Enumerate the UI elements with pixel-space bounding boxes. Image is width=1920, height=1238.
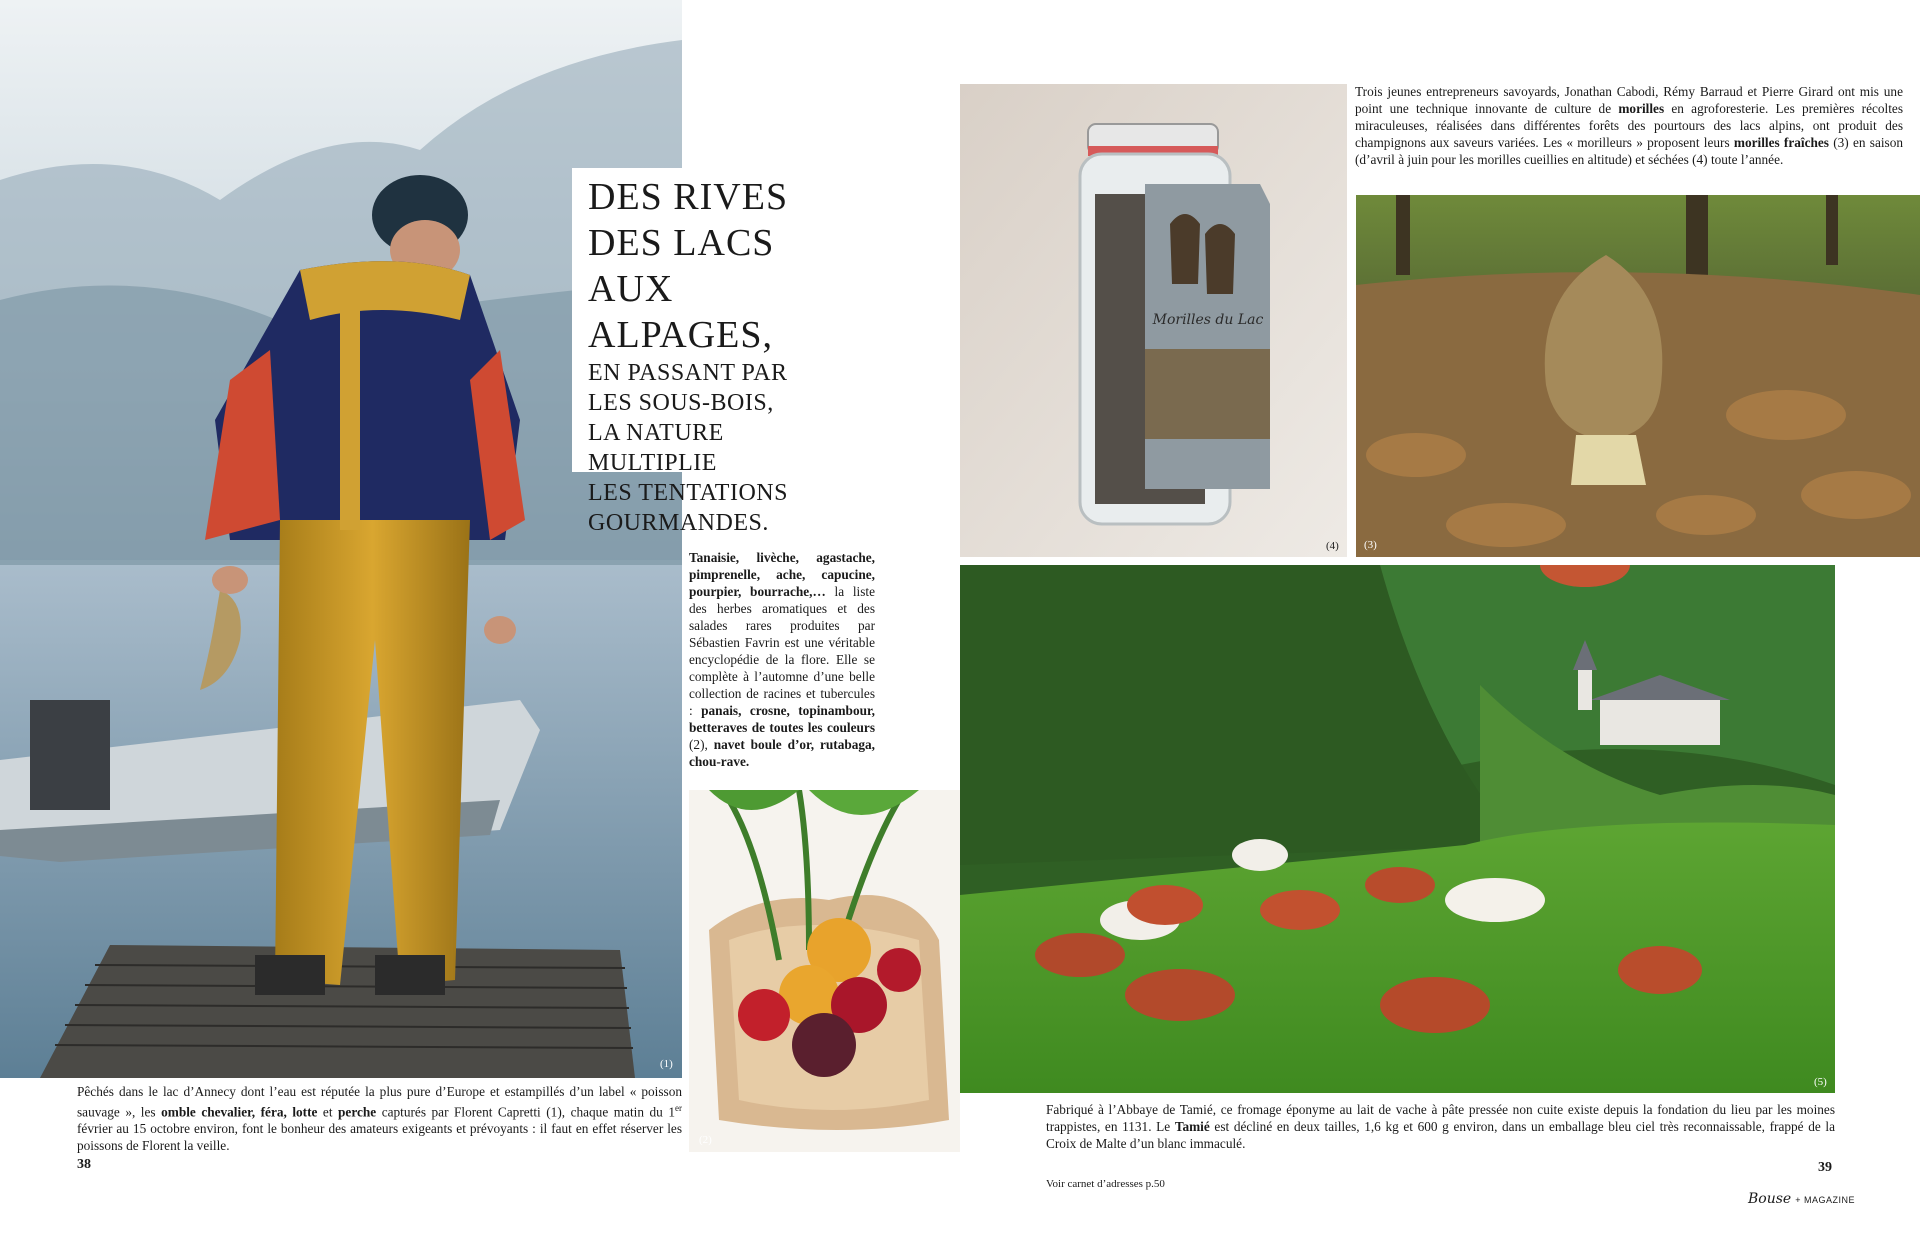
- beets-photo: [689, 790, 960, 1152]
- fish-caption-sup: er: [674, 1103, 682, 1113]
- herbs-ref: (2),: [689, 737, 714, 752]
- morilles-keyword: morilles: [1618, 101, 1665, 116]
- headline-line: DES RIVES: [588, 176, 789, 218]
- herbs-text: [689, 549, 875, 770]
- magazine-logo: [1748, 1190, 1855, 1208]
- morilles-keyword: morilles fraîches: [1733, 135, 1829, 150]
- cheese-caption-text: Fabriqué à l’Abbaye de Tamié, ce fromage éponyme au lait de vache à pâte pressée non cuite existe depuis la fondation du lieu par les moines trappistes, en 1131. Le: [1046, 1102, 1835, 1134]
- photo-number: (5): [1814, 1076, 1827, 1088]
- headline-subline: LES TENTATIONS: [588, 480, 788, 506]
- photo-number: (3): [1364, 539, 1377, 551]
- headline: [572, 168, 872, 536]
- headline-line: DES LACS: [588, 222, 775, 264]
- cheese-name: Tamié: [1174, 1119, 1210, 1134]
- herbs-intro: Tanaisie, livèche, agastache, pimprenelle, ache, capucine, pourpier, bourrache,…: [689, 550, 875, 599]
- morilles-text: [1355, 83, 1903, 168]
- fish-caption-text: capturés par Florent Capretti (1), chaque matin du 1: [376, 1104, 675, 1120]
- morilles-text-body: (3) en saison (d’avril à juin pour les morilles cueillies en altitude) et séchées (4) toute l’année.: [1355, 135, 1904, 167]
- jar-label: Morilles du Lac: [1152, 312, 1264, 328]
- morilles-text-body: Trois jeunes entrepreneurs savoyards, Jonathan Cabodi, Rémy Barraud et Pierre Girard ont mis une point une technique innovante de culture de: [1355, 84, 1903, 116]
- fish-species: perche: [338, 1104, 377, 1120]
- page-number-right: 39: [1818, 1160, 1832, 1175]
- photo-number: (1): [660, 1058, 673, 1070]
- headline-subline: GOURMANDES.: [588, 510, 769, 536]
- address-note: Voir carnet d’adresses p.50: [1046, 1178, 1165, 1190]
- fish-caption: [77, 1083, 682, 1154]
- photo-number: (2): [699, 1134, 712, 1146]
- fish-caption-text: février au 15 octobre environ, font le bonheur des amateurs exigeants et prévoyants : il faut en effet réserver les poissons de Florent la veille.: [77, 1121, 682, 1154]
- jar-photo: [960, 84, 1347, 557]
- cows-photo: [960, 565, 1835, 1093]
- morilles-text-body: en agroforesterie. Les premières récoltes miraculeuses, réalisées dans différentes forêts des pourtours des lacs alpins, ont produit des champignons aux saveurs variées. Les « morilleurs » proposent leurs: [1355, 101, 1903, 150]
- logo-script: Bouse: [1748, 1191, 1792, 1207]
- headline-subline: LA NATURE MULTIPLIE: [588, 420, 724, 476]
- headline-subline: EN PASSANT PAR: [588, 360, 788, 386]
- headline-line: AUX ALPAGES,: [588, 268, 774, 356]
- fish-caption-text: et: [317, 1104, 339, 1120]
- cheese-caption-text: est décliné en deux tailles, 1,6 kg et 600 g environ, dans un emballage bleu ciel très reconnaissable, frappé de la Croix de Malte d’un blanc immaculé.: [1046, 1119, 1835, 1151]
- photo-number: (4): [1326, 540, 1339, 552]
- fish-species: omble chevalier, féra, lotte: [161, 1104, 318, 1120]
- herbs-roots-2: navet boule d’or, rutabaga, chou-rave.: [689, 737, 876, 769]
- logo-magazine: + MAGAZINE: [1795, 1195, 1855, 1205]
- headline-subline: LES SOUS-BOIS,: [588, 390, 774, 416]
- page-number-left: 38: [77, 1157, 91, 1172]
- fisherman-photo: [0, 0, 682, 1078]
- fish-caption-text: Pêchés dans le lac d’Annecy dont l’eau est réputée la plus pure d’Europe et estampillés d’un label « poisson sauvage », les: [77, 1084, 682, 1120]
- herbs-body: la liste des herbes aromatiques et des salades rares produites par Sébastien Favrin est une véritable encyclopédie de la flore. Elle se complète à l’automne d’une belle collection de racines et tubercules :: [689, 584, 875, 718]
- morel-photo: [1356, 195, 1920, 557]
- herbs-roots: panais, crosne, topinambour, betteraves de toutes les couleurs: [689, 703, 875, 735]
- cheese-caption: [1046, 1101, 1835, 1152]
